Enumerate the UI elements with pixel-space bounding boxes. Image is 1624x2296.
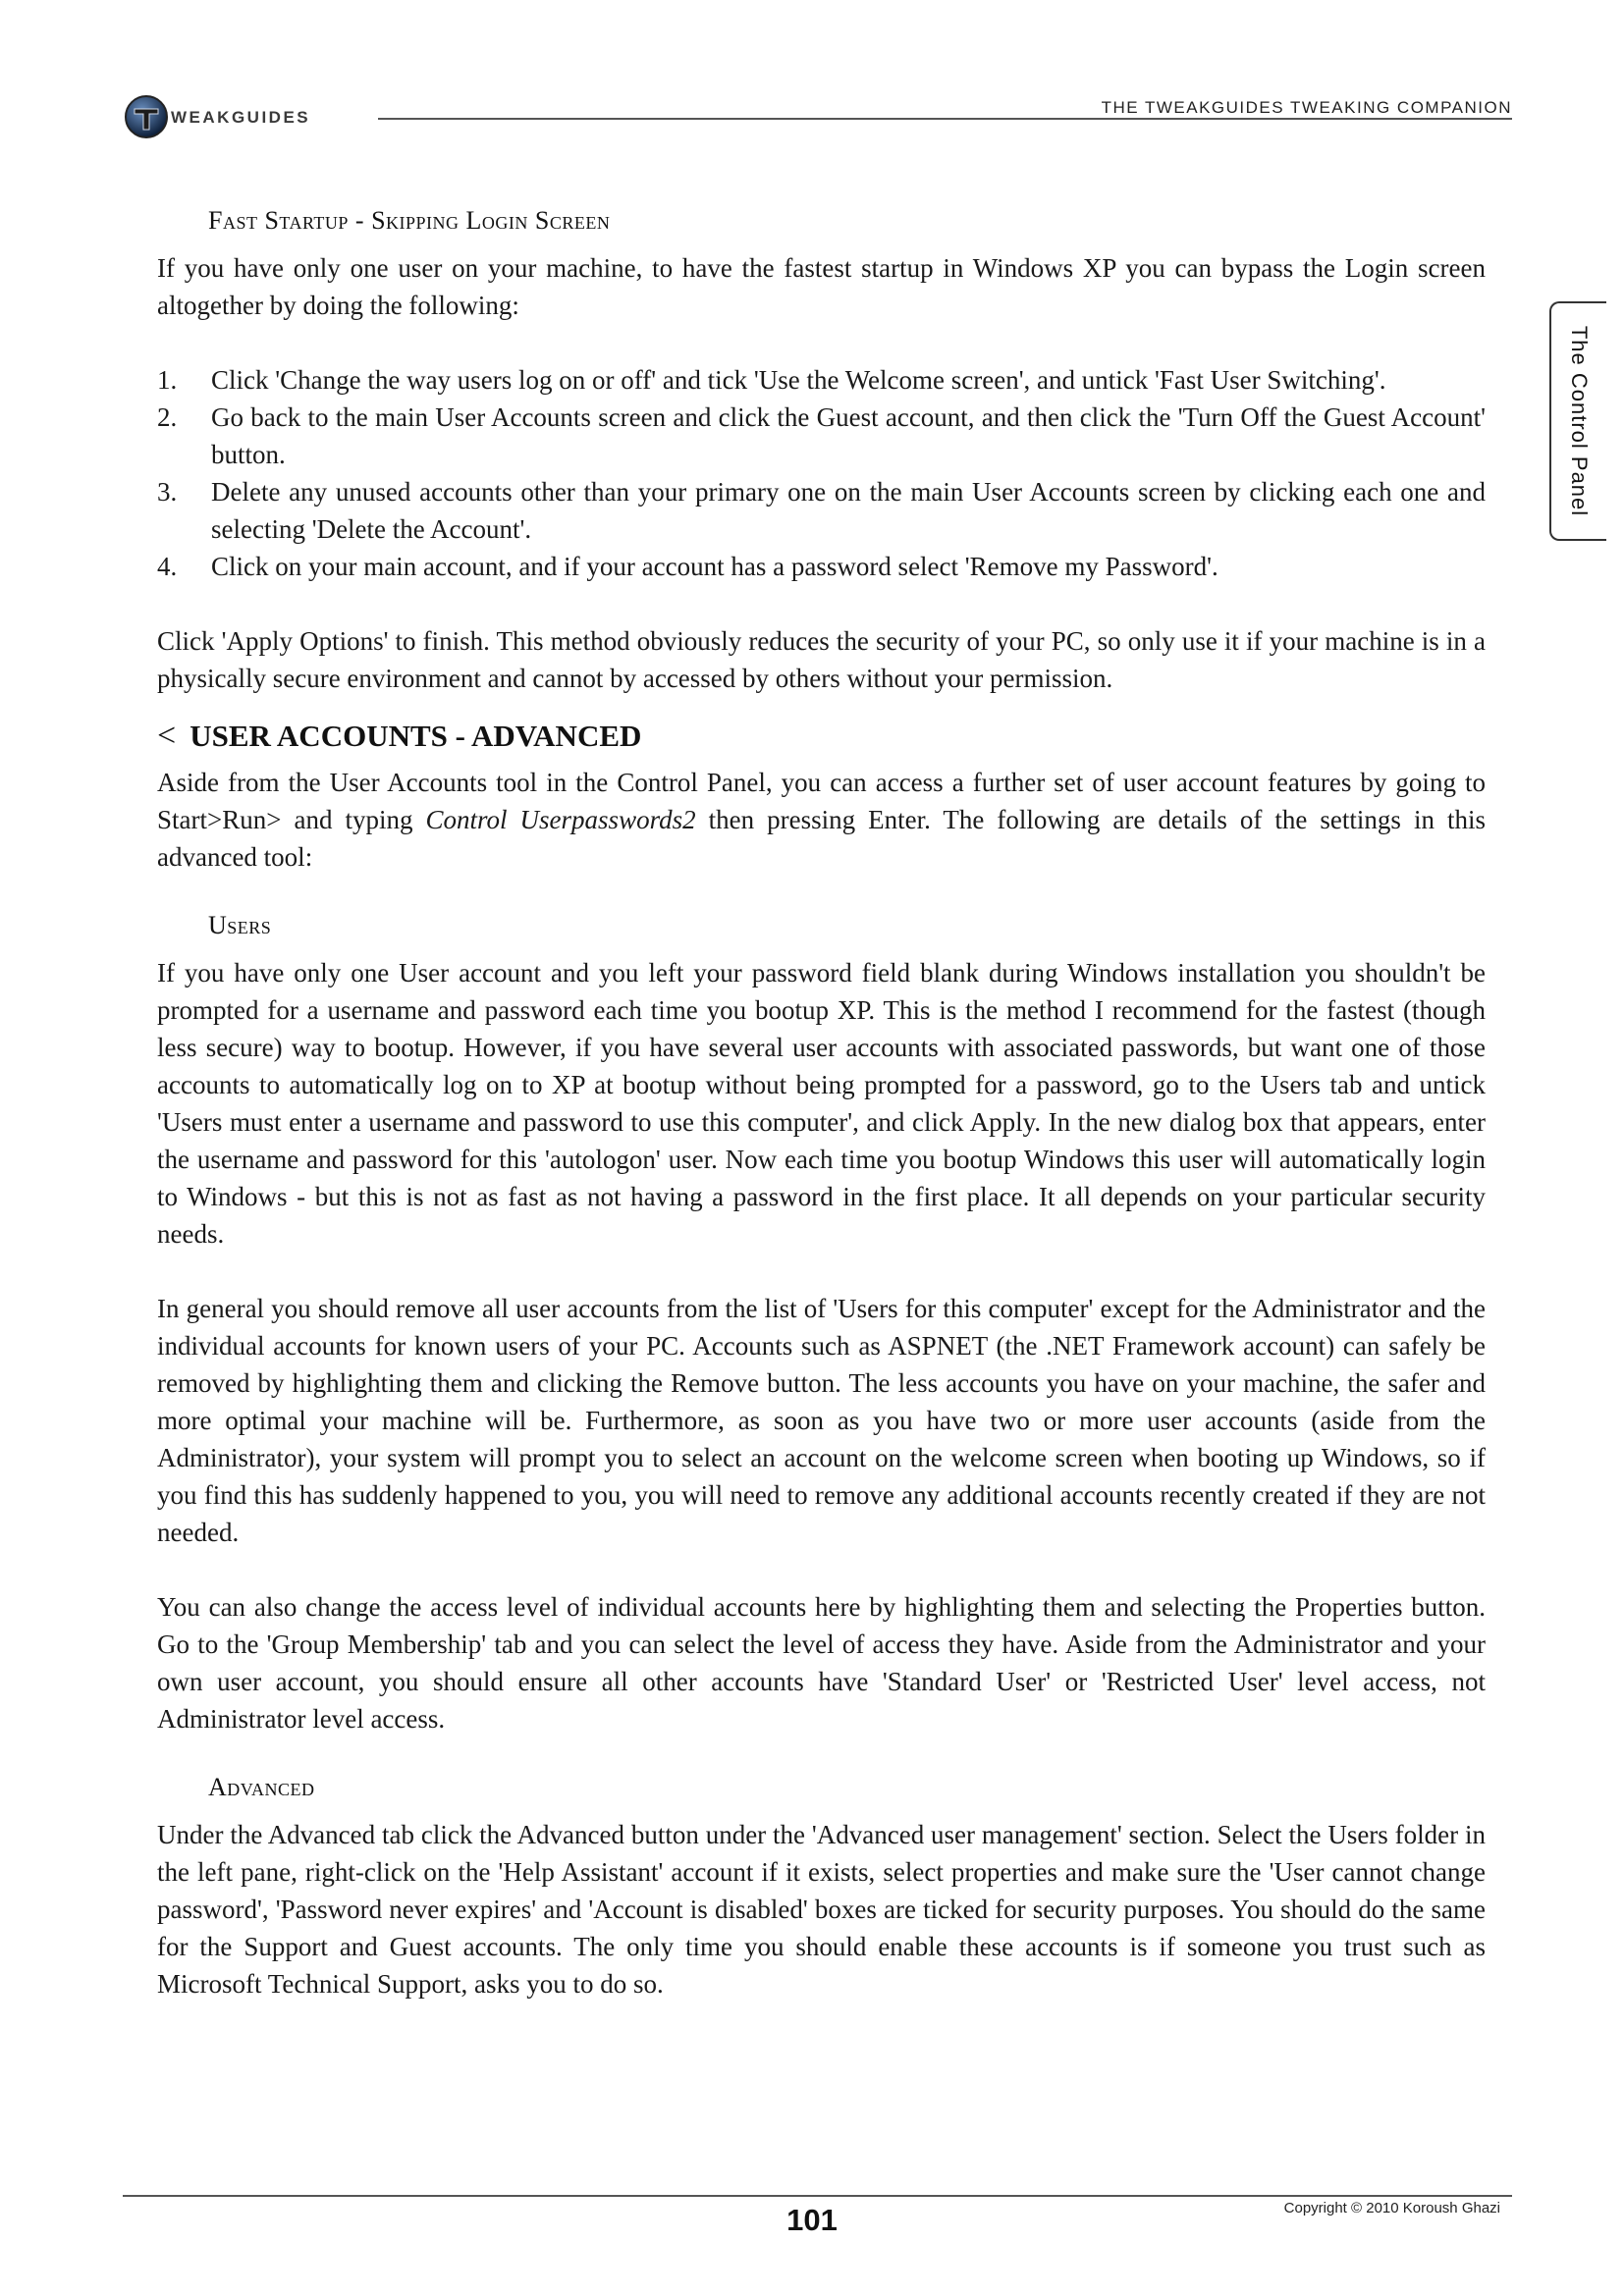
- users-paragraph-3: You can also change the access level of individual accounts here by highlighting them and selecting the Properties button. Go to the 'Group Membership' tab and you can select the level of access they have. Aside from the Administrator and your own user account, you should ensure all other accounts have 'Standard User' or 'Restricted User' level access, not Administrator level access.: [157, 1592, 1486, 1734]
- logo-text: WEAKGUIDES: [171, 108, 311, 127]
- tweakguides-logo: [124, 94, 359, 143]
- page-number: 101: [786, 2203, 838, 2237]
- fast-startup-steps: [157, 361, 1486, 585]
- logo-circle-icon: [124, 94, 169, 139]
- heading-fast-startup: Fast Startup - Skipping Login Screen: [208, 206, 611, 235]
- fast-startup-outro: Click 'Apply Options' to finish. This method obviously reduces the security of your PC, so only use it if your machine is in a physically secure environment and cannot by accessed by others without your permission.: [157, 626, 1486, 693]
- side-tab-label: The Control Panel: [1567, 325, 1592, 517]
- page-content: [157, 206, 1486, 2002]
- command-text: Control Userpasswords2: [425, 805, 696, 834]
- advanced-intro: Aside from the User Accounts tool in the Control Panel, you can access a further set of user account features by going to Start>Run> and typing Control Userpasswords2 then pressing Enter. The following are details of the settings in this advanced tool:: [157, 768, 1486, 872]
- header-title: THE TWEAKGUIDES TWEAKING COMPANION: [1101, 98, 1512, 117]
- header-rule: [378, 118, 1512, 120]
- section-title-user-accounts-advanced: < USER ACCOUNTS - ADVANCED: [157, 718, 642, 754]
- list-item: 2. Go back to the main User Accounts screen and click the Guest account, and then click the 'Turn Off the Guest Account' button.: [157, 402, 1486, 469]
- chevron-left-icon: <: [157, 718, 177, 754]
- footer-rule: [123, 2195, 1512, 2197]
- side-tab-control-panel: [1549, 301, 1606, 541]
- advanced-paragraph: Under the Advanced tab click the Advanced button under the 'Advanced user management' section. Select the Users folder in the left pane, right-click on the 'Help Assistant' account if it exists, select properties and make sure the 'User cannot change password', 'Password never expires' and 'Account is disabled' boxes are ticked for security purposes. You should do the same for the Support and Guest accounts. The only time you should enable these accounts is if someone you trust such as Microsoft Technical Support, asks you to do so.: [157, 1820, 1486, 1999]
- fast-startup-intro: If you have only one user on your machine, to have the fastest startup in Windows XP you can bypass the Login screen altogether by doing the following:: [157, 253, 1486, 320]
- users-paragraph-2: In general you should remove all user accounts from the list of 'Users for this computer' except for the Administrator and the individual accounts for known users of your PC. Accounts such as ASPNET (the .NET Framework account) can safely be removed by highlighting them and clicking the Remove button. The less accounts you have on your machine, the safer and more optimal your machine will be. Furthermore, as soon as you have two or more user accounts (aside from the Administrator), your system will prompt you to select an account on the welcome screen when booting up Windows, so if you find this has suddenly happened to you, you will need to remove any additional accounts recently created if they are not needed.: [157, 1294, 1486, 1547]
- list-item: 4. Click on your main account, and if your account has a password select 'Remove my Password'.: [157, 552, 1218, 581]
- users-paragraph-1: If you have only one User account and you left your password field blank during Windows installation you shouldn't be prompted for a username and password each time you bootup XP. This is the method I recommend for the fastest (though less secure) way to bootup. However, if you have several user accounts with associated passwords, but want one of those accounts to automatically log on to XP at bootup without being prompted for a password, go to the Users tab and untick 'Users must enter a username and password to use this computer', and click Apply. In the new dialog box that appears, enter the username and password for this 'autologon' user. Now each time you bootup Windows this user will automatically login to Windows - but this is not as fast as not having a password in the first place. It all depends on your particular security needs.: [157, 958, 1486, 1249]
- list-item: 3. Delete any unused accounts other than your primary one on the main User Accounts screen by clicking each one and selecting 'Delete the Account'.: [157, 477, 1486, 544]
- footer-copyright: Copyright © 2010 Koroush Ghazi: [1283, 2200, 1500, 2216]
- list-item: 1. Click 'Change the way users log on or off' and tick 'Use the Welcome screen', and untick 'Fast User Switching'.: [157, 365, 1386, 395]
- heading-users: Users: [208, 911, 272, 939]
- heading-advanced: Advanced: [208, 1773, 315, 1801]
